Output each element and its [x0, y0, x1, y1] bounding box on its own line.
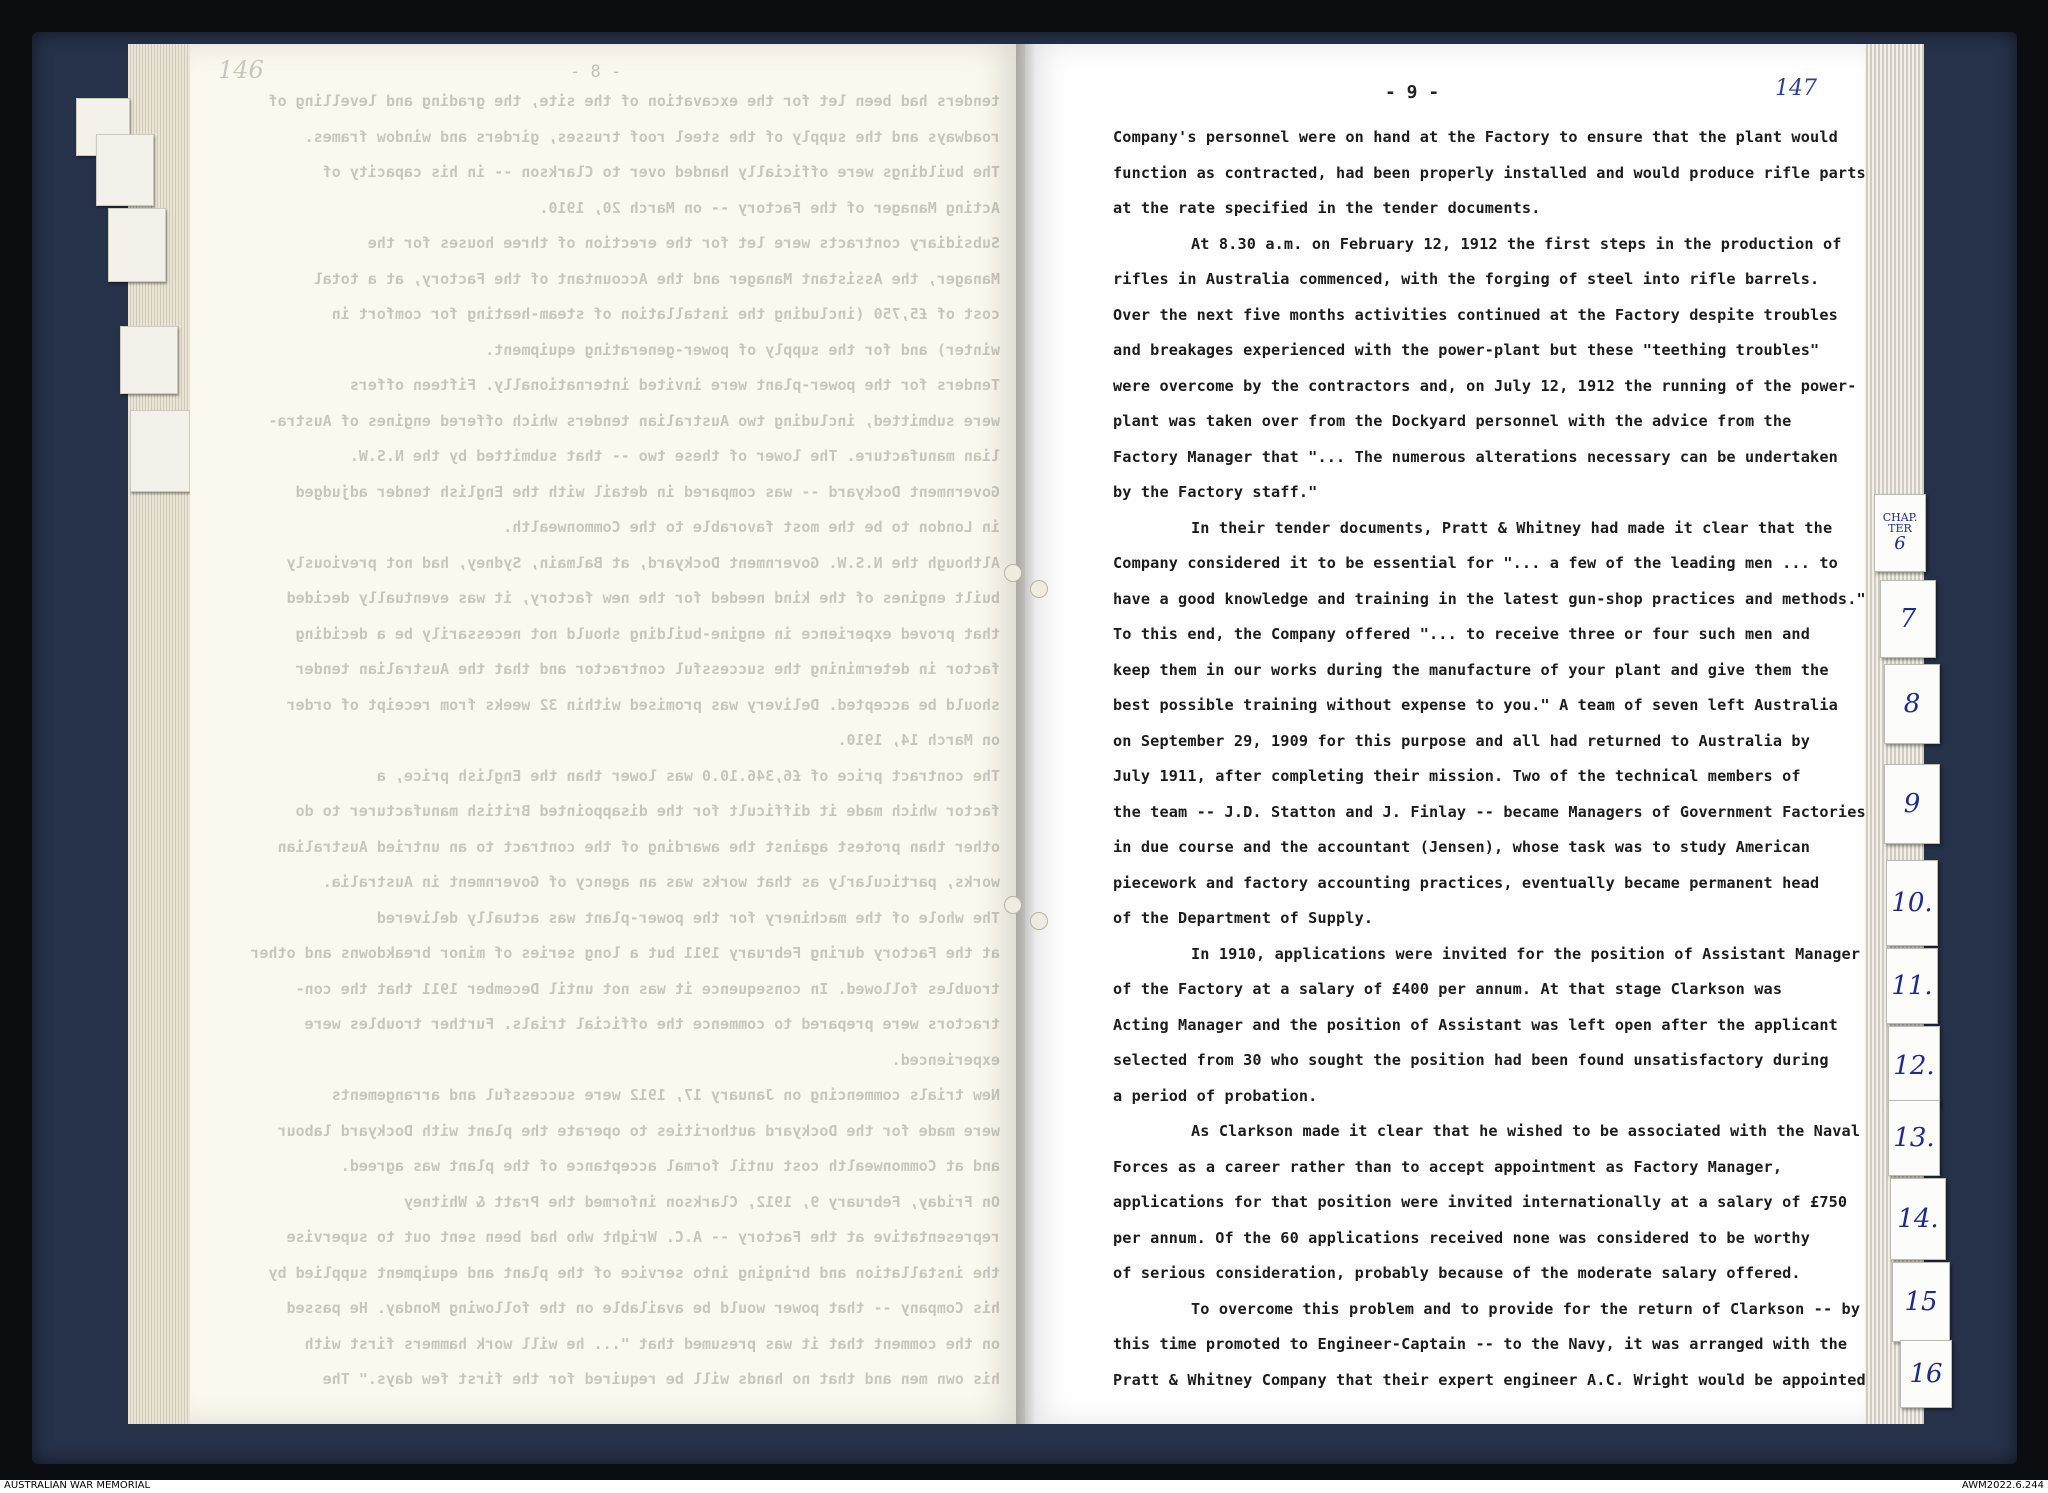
binder-hole-right-bottom — [1030, 912, 1048, 930]
text-line: were overcome by the contractors and, on July 12, 1912 the running of the power- — [1113, 376, 1857, 395]
text-line: on September 29, 1909 for this purpose and all had returned to Australia by — [1113, 731, 1811, 750]
chapter-tab-14[interactable]: 14. — [1890, 1178, 1946, 1260]
chapter-tab-label-1: CHAP. — [1882, 511, 1918, 524]
text-line: have a good knowledge and training in the latest gun-shop practices and methods." — [1113, 589, 1866, 608]
text-line: To this end, the Company offered "... to receive three or four such men and — [1113, 625, 1811, 643]
show-through-line: experienced. — [891, 1050, 1000, 1069]
show-through-line: New trials commencing on January 17, 1912 were successful and arrangements — [331, 1086, 1000, 1104]
text-line: and breakages experienced with the power-plant but these "teething troubles" — [1113, 341, 1820, 359]
text-line: of serious consideration, probably because of the moderate salary offered. — [1113, 1264, 1801, 1282]
right-page-body — [1113, 120, 1866, 1398]
show-through-line: troubles followed. In consequence it was not until December 1911 that the con- — [295, 979, 1000, 998]
binder-hole-right-top — [1030, 580, 1048, 598]
show-through-line: Acting Manager of the Factory -- on March 20, 1910. — [539, 198, 1000, 217]
show-through-line: his Company -- that power would be available on the following Monday. He passed — [286, 1299, 1000, 1317]
binder-hole-left-top — [1004, 564, 1022, 582]
chapter-tab-7[interactable]: 7 — [1880, 580, 1936, 658]
chapter-tab-9[interactable]: 9 — [1884, 764, 1940, 844]
text-line: of the Department of Supply. — [1113, 909, 1374, 927]
show-through-line: tenders had been let for the excavation of the site, the grading and levelling of — [268, 92, 1000, 110]
text-line: Factory Manager that "... The numerous alterations necessary can be undertaken — [1113, 447, 1838, 466]
show-through-line: on March 14, 1910. — [837, 731, 1000, 749]
show-through-line: built engines of the kind needed for the new factory, it was eventually decided — [286, 589, 1000, 607]
chapter-tab-10[interactable]: 10. — [1886, 860, 1938, 946]
show-through-line: lian manufacture. The lower of these two -- that submitted by the N.S.W. — [349, 447, 1000, 465]
book-gutter — [1016, 44, 1036, 1424]
blank-sticker-4 — [120, 326, 178, 394]
chapter-tab-16[interactable]: 16 — [1900, 1340, 1952, 1408]
show-through-line: winter) and for the supply of power-generating equipment. — [485, 340, 1000, 359]
footer-reference: AWM2022.6.244 — [1961, 1480, 2044, 1491]
chapter-tab-8[interactable]: 8 — [1884, 664, 1940, 744]
text-line: Forces as a career rather than to accept appointment as Factory Manager, — [1113, 1157, 1783, 1176]
chapter-tab-12[interactable]: 12. — [1888, 1026, 1940, 1106]
blank-sticker-3 — [108, 208, 166, 282]
chapter-tab-label-2: TER — [1888, 522, 1912, 535]
show-through-line: The contract price of £6,346.10.0 was lower than the English price, a — [376, 766, 1000, 785]
text-line: Acting Manager and the position of Assistant was left open after the applicant — [1113, 1015, 1838, 1034]
show-through-line: cost of £5,750 (including the installation of steam-heating for comfort in — [331, 305, 1000, 323]
show-through-line: were made for the Dockyard authorities to operate the plant with Dockyard labour — [277, 1121, 1000, 1140]
text-line: To overcome this problem and to provide for the return of Clarkson -- by — [1191, 1299, 1861, 1318]
binder-hole-left-bottom — [1004, 896, 1022, 914]
text-line: a period of probation. — [1113, 1086, 1318, 1105]
text-line: applications for that position were invited internationally at a salary of £750 — [1113, 1193, 1848, 1211]
text-line: piecework and factory accounting practices, eventually became permanent head — [1113, 873, 1820, 892]
show-through-line: other than protest against the awarding of the contract to an untried Australian — [277, 837, 1000, 856]
show-through-line: his own men and that no hands will be required for the first few days." The — [322, 1370, 1000, 1388]
show-through-line: were submitted, including two Australian tenders which offered engines of Austra- — [268, 411, 1000, 430]
right-page — [1025, 44, 1865, 1424]
text-line: Pratt & Whitney Company that their expert engineer A.C. Wright would be appointed — [1113, 1370, 1866, 1389]
text-line: In their tender documents, Pratt & Whitney had made it clear that the — [1191, 518, 1833, 537]
left-handwritten-number: 146 — [218, 56, 264, 84]
text-line: by the Factory staff." — [1113, 483, 1318, 501]
right-handwritten-number: 147 — [1775, 76, 1817, 101]
text-line: selected from 30 who sought the position had been found unsatisfactory during — [1113, 1051, 1829, 1069]
text-line: keep them in our works during the manufacture of your plant and give them the — [1113, 660, 1829, 679]
chapter-tab-6[interactable] — [1874, 494, 1926, 572]
show-through-line: that proved experience in engine-building should not necessarily be a deciding — [295, 624, 1000, 643]
text-line: As Clarkson made it clear that he wished to be associated with the Naval — [1191, 1122, 1861, 1140]
show-through-line: The buildings were officially handed over to Clarkson -- in his capacity of — [322, 163, 1000, 181]
show-through-line: Subsidiary contracts were let for the erection of three houses for the — [367, 234, 1000, 252]
show-through-line: at the Factory during February 1911 but a long series of minor breakdowns and other — [250, 944, 1000, 962]
text-line: Company's personnel were on hand at the Factory to ensure that the plant would — [1113, 128, 1838, 146]
text-line: best possible training without expense to you." A team of seven left Australia — [1113, 696, 1838, 714]
footer-credit: AUSTRALIAN WAR MEMORIAL — [4, 1480, 151, 1491]
text-line: in due course and the accountant (Jensen), whose task was to study American — [1113, 838, 1811, 856]
text-line: function as contracted, had been properly installed and would produce rifle parts — [1113, 163, 1866, 182]
text-line: of the Factory at a salary of £400 per annum. At that stage Clarkson was — [1113, 980, 1783, 998]
right-page-number: - 9 - — [1385, 82, 1440, 103]
chapter-tab-number: 6 — [1894, 533, 1906, 554]
show-through-text — [220, 84, 1000, 1398]
text-line: per annum. Of the 60 applications received none was considered to be worthy — [1113, 1228, 1811, 1247]
show-through-line: Tenders for the power-plant were invited internationally. Fifteen offers — [349, 376, 1000, 394]
show-through-line: the installation and bringing into service of the plant and equipment supplied by — [268, 1263, 1000, 1282]
chapter-tab-13[interactable]: 13. — [1888, 1100, 1940, 1176]
text-line: rifles in Australia commenced, with the forging of steel into rifle barrels. — [1113, 270, 1820, 288]
show-through-line: roadways and the supply of the steel roof trusses, girders and window frames. — [304, 127, 1000, 146]
chapter-tab-15[interactable]: 15 — [1892, 1262, 1950, 1342]
text-line: this time promoted to Engineer-Captain -- to the Navy, it was arranged with the — [1113, 1335, 1848, 1353]
blank-sticker-2 — [96, 134, 154, 206]
left-page — [190, 44, 1025, 1424]
show-through-line: in London to be the most favorable to the Commonwealth. — [503, 518, 1000, 536]
show-through-line: On Friday, February 9, 1912, Clarkson informed the Pratt & Whitney — [403, 1192, 1000, 1211]
text-line: Company considered it to be essential for "... a few of the leading men ... to — [1113, 554, 1838, 572]
blank-sticker-5 — [130, 410, 190, 492]
show-through-line: factor in determining the successful contractor and that the Australian tender — [295, 660, 1000, 678]
show-through-line: Government Dockyard -- was compared in detail with the English tender adjudged — [295, 482, 1000, 501]
text-line: In 1910, applications were invited for the position of Assistant Manager — [1191, 944, 1861, 963]
text-line: July 1911, after completing their mission. Two of the technical members of — [1113, 767, 1801, 785]
left-page-number: - 8 - — [570, 62, 622, 82]
text-line: the team -- J.D. Statton and J. Finlay -- became Managers of Government Factories — [1113, 802, 1866, 821]
show-through-line: and at Commonwealth cost until formal acceptance of the plant was agreed. — [340, 1157, 1000, 1175]
show-through-line: representative at the Factory -- A.C. Wright who had been sent out to supervise — [286, 1228, 1000, 1246]
show-through-line: on the comment that it was presumed that "... he will work hammers first with — [304, 1334, 1000, 1353]
text-line: at the rate specified in the tender documents. — [1113, 199, 1541, 217]
text-line: At 8.30 a.m. on February 12, 1912 the first steps in the production of — [1191, 234, 1842, 253]
chapter-tab-11[interactable]: 11. — [1886, 948, 1938, 1024]
show-through-line: Although the N.S.W. Government Dockyard, at Balmain, Sydney, had not previously — [286, 553, 1000, 572]
show-through-line: should be accepted. Delivery was promised within 32 weeks from receipt of order — [286, 695, 1000, 714]
show-through-line: factor which made it difficult for the disappointed British manufacturer to do — [295, 802, 1000, 820]
show-through-line: tractors were prepared to commence the official trials. Further troubles were — [304, 1015, 1000, 1033]
show-through-line: The whole of the machinery for the power-plant was actually delivered — [376, 908, 1000, 927]
show-through-line: works, particularly as that works was an agency of Government in Australia. — [322, 873, 1000, 891]
show-through-line: Manager, the Assistant Manager and the Accountant of the Factory, at a total — [313, 269, 1000, 288]
text-line: Over the next five months activities continued at the Factory despite troubles — [1113, 305, 1838, 324]
text-line: plant was taken over from the Dockyard personnel with the advice from the — [1113, 412, 1792, 430]
